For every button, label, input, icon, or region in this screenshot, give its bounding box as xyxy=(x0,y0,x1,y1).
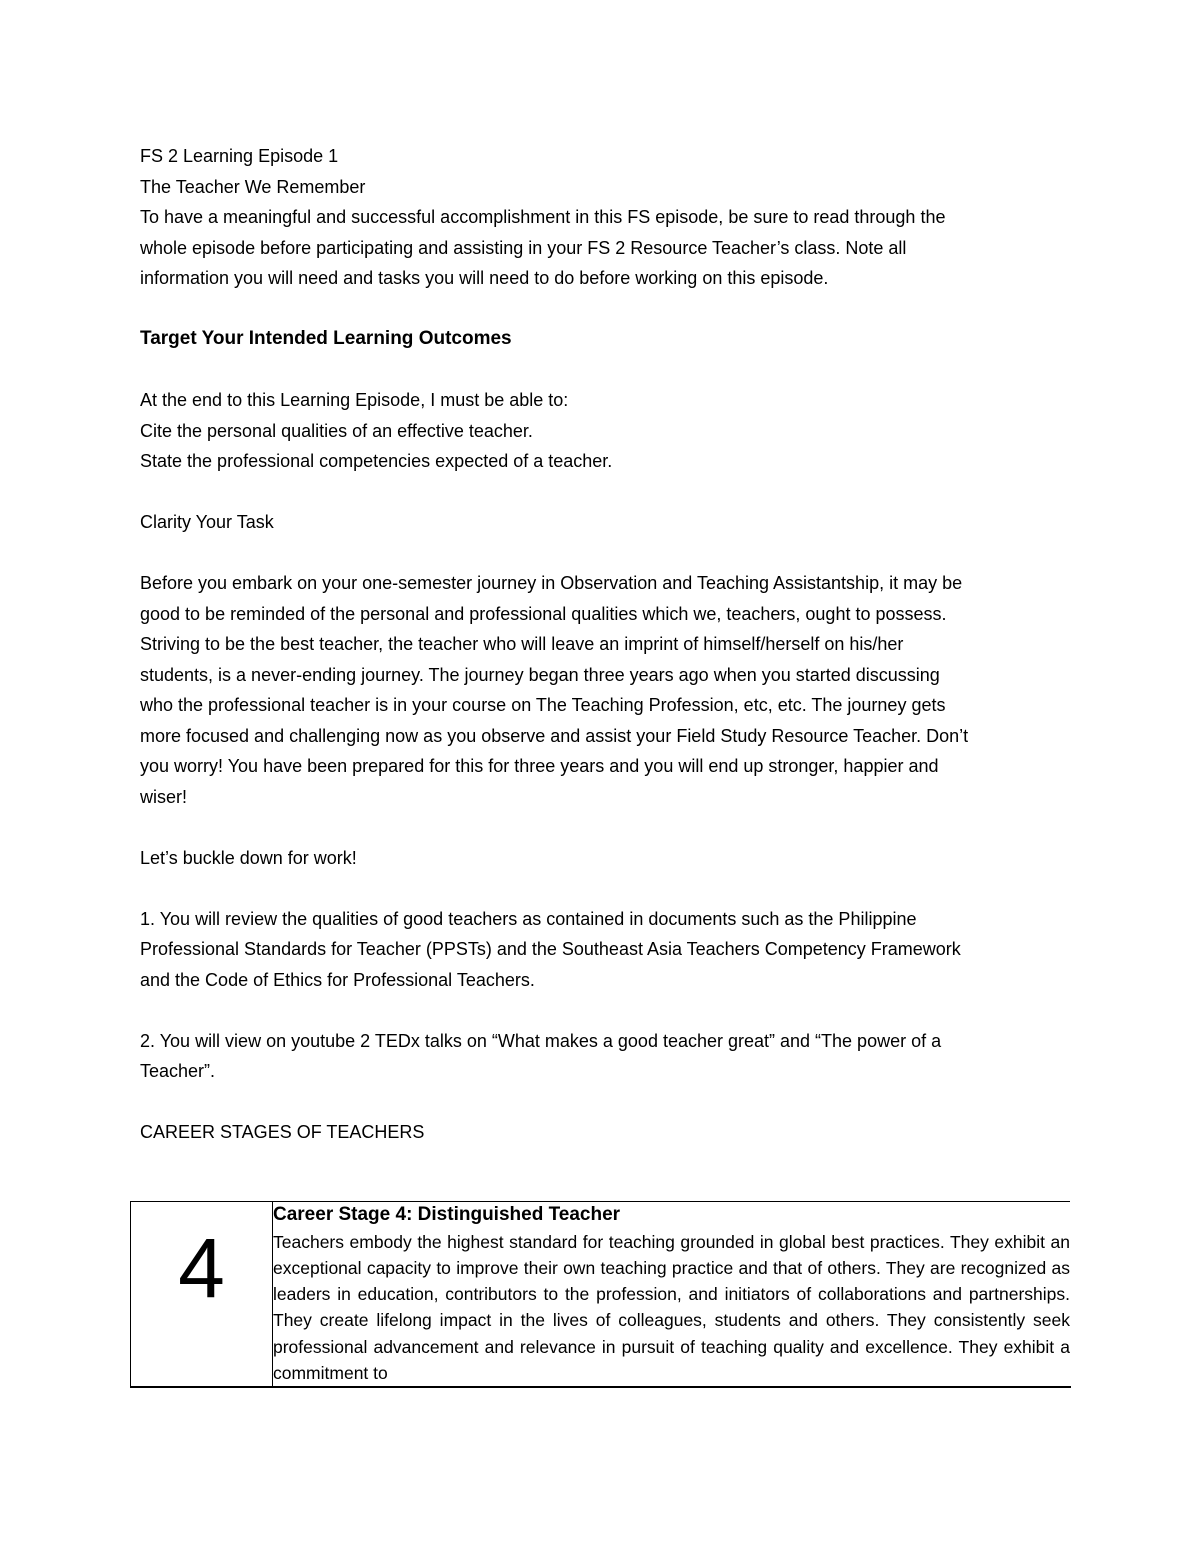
intro-line: information you will need and tasks you will need to do before working on this episode. xyxy=(140,268,829,288)
outcomes-heading: Target Your Intended Learning Outcomes xyxy=(140,328,512,349)
outcomes-lead: At the end to this Learning Episode, I must be able to: xyxy=(140,390,569,410)
task-heading: Clarity Your Task xyxy=(140,512,274,532)
outcome-item: State the professional competencies expected of a teacher. xyxy=(140,451,613,471)
intro-paragraph xyxy=(140,202,1080,294)
career-stage-table xyxy=(130,1201,1070,1387)
outcome-item: Cite the personal qualities of an effective teacher. xyxy=(140,420,533,441)
task-line: wiser! xyxy=(140,786,188,807)
step-two-line: 2. You will view on youtube 2 TEDx talks on “What makes a good teacher great” and “The power of a xyxy=(140,1030,942,1051)
table-row xyxy=(131,1202,1071,1388)
career-stages-heading: CAREER STAGES OF TEACHERS xyxy=(140,1122,425,1142)
step-one-line: 1. You will review the qualities of good teachers as contained in documents such as the Philippine xyxy=(140,908,917,929)
step-one-line: and the Code of Ethics for Professional Teachers. xyxy=(140,969,535,990)
step-one-line: Professional Standards for Teacher (PPSTs) and the Southeast Asia Teachers Competency Framework xyxy=(140,939,961,959)
intro-line: whole episode before participating and assisting in your FS 2 Resource Teacher’s class. Note all xyxy=(140,237,907,258)
episode-label: FS 2 Learning Episode 1 xyxy=(140,146,339,166)
stage-description-cell xyxy=(273,1202,1071,1388)
task-line: you worry! You have been prepared for this for three years and you will end up stronger, happier and xyxy=(140,756,939,776)
intro-line: To have a meaningful and successful accomplishment in this FS episode, be sure to read through the xyxy=(140,207,946,227)
table-bottom-border xyxy=(130,1386,1071,1388)
stage-number: 4 xyxy=(178,1221,225,1315)
episode-title: The Teacher We Remember xyxy=(140,176,366,197)
stage-description: Teachers embody the highest standard for teaching grounded in global best practices. They exhibit an exceptional capacity to improve their own teaching practice and that of others. They are recognized as leaders in education, contributors to the profession, and initiators of collaborations and partnerships. They create lifelong impact in the lives of colleagues, students and others. They consistently seek professional advancement and relevance in pursuit of teaching quality and excellence. They exhibit a commitment to xyxy=(273,1231,1070,1383)
task-line: students, is a never-ending journey. The journey began three years ago when you started discussing xyxy=(140,664,940,685)
step-two-line: Teacher”. xyxy=(140,1061,216,1081)
stage-title: Career Stage 4: Distinguished Teacher xyxy=(273,1204,621,1225)
call-to-action: Let’s buckle down for work! xyxy=(140,847,357,868)
step-two xyxy=(140,1026,1080,1087)
task-line: more focused and challenging now as you observe and assist your Field Study Resource Teacher. Don’t xyxy=(140,725,969,746)
task-line: Before you embark on your one-semester journey in Observation and Teaching Assistantship, it may be xyxy=(140,573,963,593)
step-one xyxy=(140,904,1080,996)
task-line: good to be reminded of the personal and professional qualities which we, teachers, ought to possess. xyxy=(140,603,947,624)
document-body xyxy=(140,141,1080,1148)
task-line: who the professional teacher is in your course on The Teaching Profession, etc, etc. The journey gets xyxy=(140,695,946,715)
task-line: Striving to be the best teacher, the teacher who will leave an imprint of himself/herself on his/her xyxy=(140,634,904,654)
stage-number-cell xyxy=(131,1202,273,1388)
task-paragraph xyxy=(140,568,1080,812)
